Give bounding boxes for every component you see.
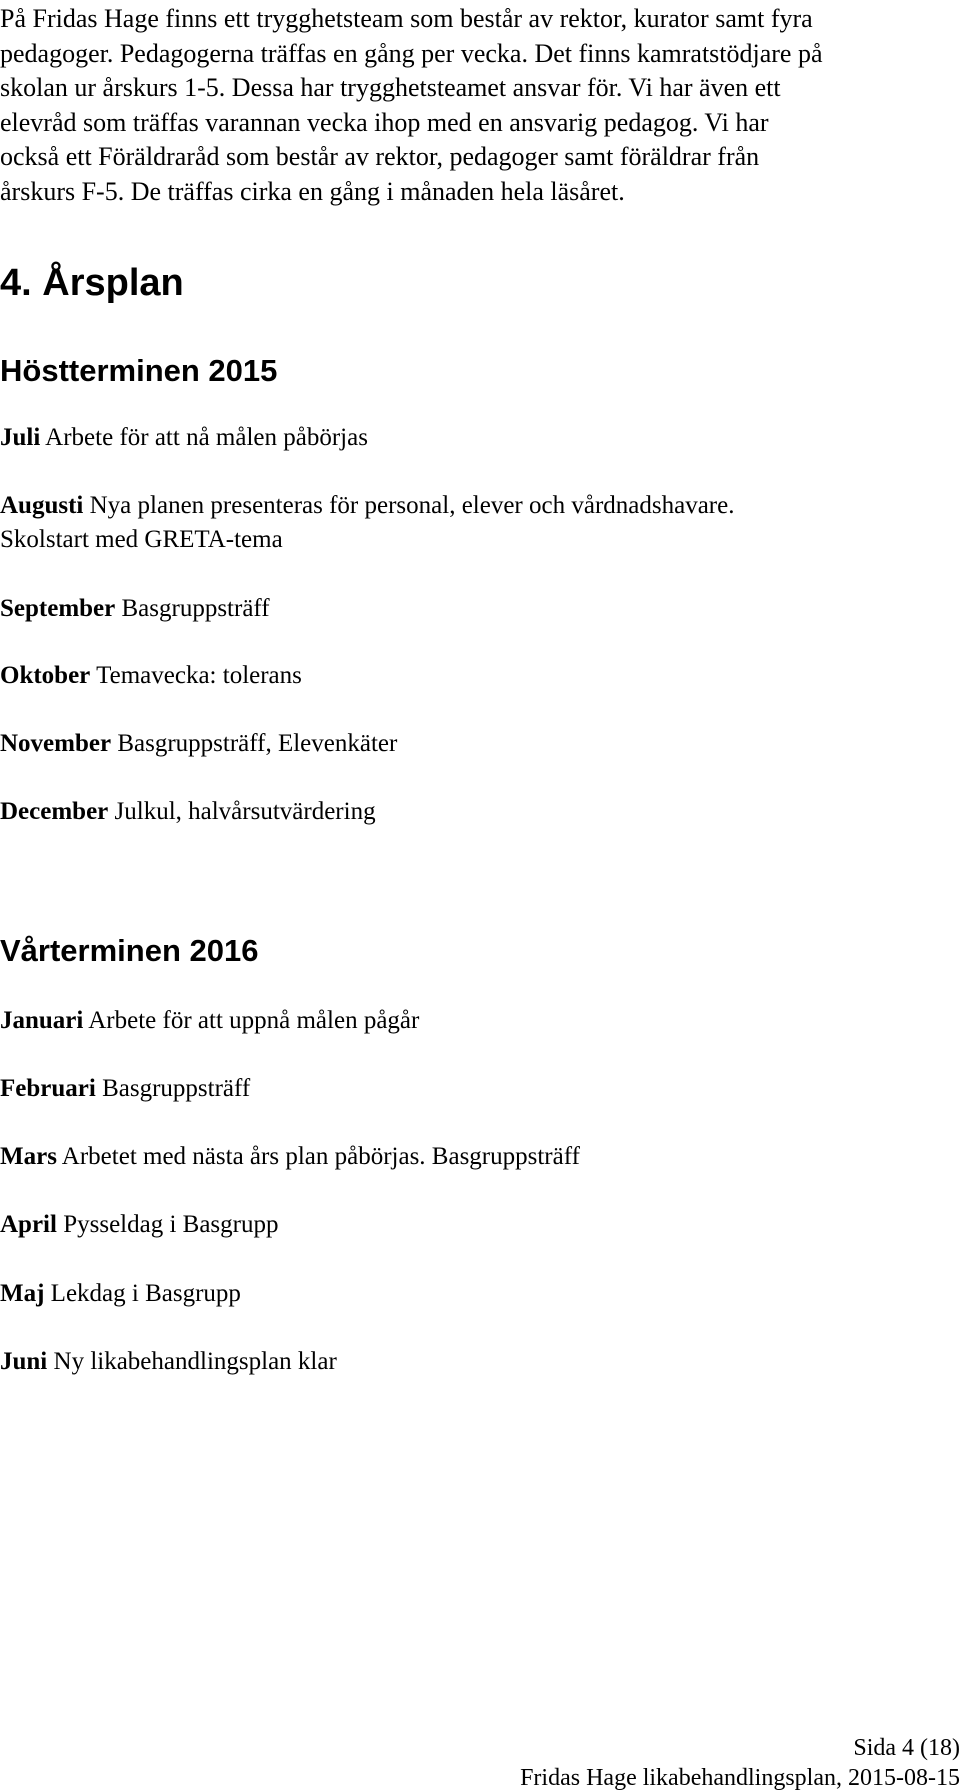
activity-text: Basgruppsträff <box>102 1075 251 1102</box>
activity-text: Temavecka: tolerans <box>96 662 302 689</box>
plan-entry-oktober <box>0 659 302 693</box>
activity-text-continued: Skolstart med GRETA-tema <box>0 526 283 553</box>
autumn-term-title: Höstterminen 2015 <box>0 353 278 388</box>
activity-text: Julkul, halvårsutvärdering <box>114 798 376 825</box>
intro-line: årskurs F-5. De träffas cirka en gång i månaden hela läsåret. <box>0 176 625 206</box>
activity-text: Nya planen presenteras för personal, elever och vårdnadshavare. <box>89 492 735 519</box>
spring-term-title: Vårterminen 2016 <box>0 933 259 968</box>
plan-entry-maj <box>0 1277 241 1311</box>
document-footer: Fridas Hage likabehandlingsplan, 2015-08-15 <box>520 1765 960 1791</box>
intro-paragraph <box>0 2 940 209</box>
plan-entry-april <box>0 1208 278 1242</box>
activity-text: Lekdag i Basgrupp <box>50 1280 241 1307</box>
month-label: Juli <box>0 424 41 451</box>
month-label: Maj <box>0 1280 45 1307</box>
activity-text: Basgruppsträff <box>121 595 270 622</box>
month-label: December <box>0 798 109 825</box>
plan-entry-september <box>0 592 270 626</box>
plan-entry-augusti <box>0 489 734 557</box>
activity-text: Pysseldag i Basgrupp <box>63 1211 279 1238</box>
intro-line: också ett Föräldraråd som består av rektor, pedagoger samt föräldrar från <box>0 142 760 171</box>
month-label: Oktober <box>0 662 91 689</box>
activity-text: Arbete för att nå målen påbörjas <box>45 424 368 451</box>
month-label: Juni <box>0 1348 48 1375</box>
plan-entry-november <box>0 727 397 761</box>
month-label: Mars <box>0 1143 57 1170</box>
month-label: Februari <box>0 1075 96 1102</box>
activity-text: Ny likabehandlingsplan klar <box>53 1348 337 1375</box>
plan-entry-januari <box>0 1004 419 1038</box>
activity-text: Arbete för att uppnå målen pågår <box>88 1007 420 1034</box>
plan-entry-december <box>0 795 376 829</box>
month-label: Augusti <box>0 492 84 519</box>
intro-line: pedagoger. Pedagogerna träffas en gång per vecka. Det finns kamratstödjare på <box>0 38 823 68</box>
month-label: September <box>0 595 116 622</box>
month-label: November <box>0 730 112 757</box>
month-label: April <box>0 1211 57 1238</box>
plan-entry-juni <box>0 1345 337 1379</box>
month-label: Januari <box>0 1007 84 1034</box>
plan-entry-juli <box>0 421 368 455</box>
plan-entry-mars <box>0 1140 580 1174</box>
plan-entry-februari <box>0 1072 250 1106</box>
activity-text: Arbetet med nästa års plan påbörjas. Basgruppsträff <box>61 1143 580 1170</box>
intro-line: skolan ur årskurs 1-5. Dessa har trygghetsteamet ansvar för. Vi har även ett <box>0 73 781 102</box>
intro-line: elevråd som träffas varannan vecka ihop med en ansvarig pedagog. Vi har <box>0 107 769 137</box>
intro-line: På Fridas Hage finns ett trygghetsteam som består av rektor, kurator samt fyra <box>0 4 813 33</box>
page-number: Sida 4 (18) <box>853 1735 960 1761</box>
activity-text: Basgruppsträff, Elevenkäter <box>117 730 398 757</box>
section-title: 4. Årsplan <box>0 262 184 304</box>
